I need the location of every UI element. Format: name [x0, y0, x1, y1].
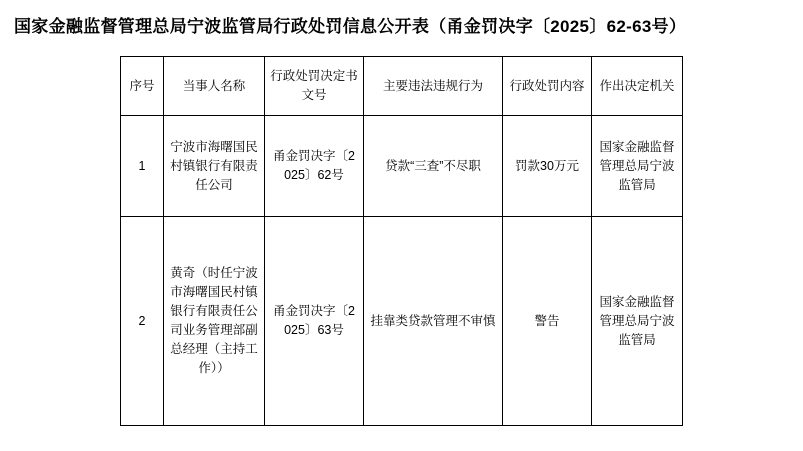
cell-seq: 2 [121, 217, 164, 426]
table-row [121, 217, 683, 426]
column-header-penalty: 行政处罚内容 [503, 57, 592, 116]
table-header-row [121, 57, 683, 116]
cell-party: 宁波市海曙国民村镇银行有限责任公司 [164, 116, 265, 217]
cell-authority: 国家金融监督管理总局宁波监管局 [592, 116, 683, 217]
cell-doc-no: 甬金罚决字〔2025〕63号 [265, 217, 364, 426]
page-title: 国家金融监督管理总局宁波监管局行政处罚信息公开表（甬金罚决字〔2025〕62-63号） [14, 17, 687, 36]
cell-party: 黄奇（时任宁波市海曙国民村镇银行有限责任公司业务管理部副总经理（主持工作）） [164, 217, 265, 426]
cell-seq: 1 [121, 116, 164, 217]
column-header-violation: 主要违法违规行为 [364, 57, 503, 116]
cell-doc-no: 甬金罚决字〔2025〕62号 [265, 116, 364, 217]
table-row [121, 116, 683, 217]
table-body [121, 116, 683, 426]
cell-violation: 挂靠类贷款管理不审慎 [364, 217, 503, 426]
cell-violation: 贷款“三查”不尽职 [364, 116, 503, 217]
column-header-doc-no: 行政处罚决定书文号 [265, 57, 364, 116]
column-header-authority: 作出决定机关 [592, 57, 683, 116]
table-header [121, 57, 683, 116]
column-header-party: 当事人名称 [164, 57, 265, 116]
penalty-table [120, 56, 683, 426]
cell-authority: 国家金融监督管理总局宁波监管局 [592, 217, 683, 426]
cell-penalty: 警告 [503, 217, 592, 426]
column-header-seq: 序号 [121, 57, 164, 116]
cell-penalty: 罚款30万元 [503, 116, 592, 217]
penalty-table-container [0, 56, 803, 426]
